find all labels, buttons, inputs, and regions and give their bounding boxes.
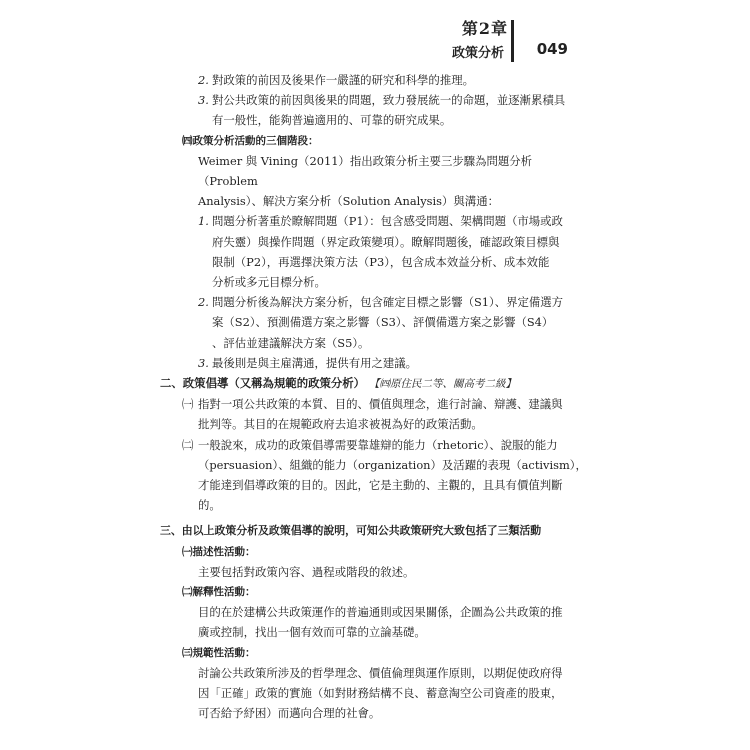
section-heading: 三、由以上政策分析及政策倡導的說明，可知公共政策研究大致包括了三類活動 [160, 524, 542, 538]
paragraph-text: 分析或多元目標分析。 [212, 275, 326, 290]
paragraph-text: 主要包括對政策內容、過程或階段的敘述。 [198, 564, 415, 579]
paragraph-text: 對政策的前因及後果作一嚴謹的研究和科學的推理。 [212, 73, 474, 87]
paragraph-text: 對公共政策的前因與後果的問題，致力發展統一的命題，並逐漸累積具 [212, 93, 566, 108]
paragraph-text: （persuasion）、組織的能力（organization）及活躍的表現（activism）， [198, 457, 587, 472]
subsection-heading: ㈡解釋性活動： [182, 586, 256, 599]
paragraph-text: 最後則是與主雇溝通，提供有用之建議。 [212, 355, 418, 370]
header-divider [511, 20, 514, 62]
subsection-heading: ㈢規範性活動： [182, 646, 256, 659]
item-number: ㈡ [182, 437, 194, 452]
list-item [168, 70, 588, 90]
paragraph-text: 討論公共政策所涉及的哲學理念、價值倫理與運作原則，以期促使政府得 [198, 665, 563, 680]
list-item [168, 90, 588, 110]
list-item [168, 394, 588, 414]
paragraph-text: 因「正確」政策的實施（如對財務結構不良、蓄意淘空公司資產的股東， [198, 686, 563, 701]
item-number: ㈠ [182, 397, 194, 412]
list-item [168, 435, 588, 455]
paragraph-text: 問題分析著重於瞭解問題（P1）：包含感受問題、架構問題（市場或政 [212, 214, 563, 229]
item-number: 1. [198, 214, 209, 229]
paragraph-text: Weimer 與 Vining（2011）指出政策分析主要三步驟為問題分析（Problem [198, 153, 533, 189]
paragraph-text: 一般說來，成功的政策倡導需要靠雄辯的能力（rhetoric）、說服的能力 [198, 437, 558, 452]
section-title: 二、政策倡導（又稱為規範的政策分析） [160, 376, 366, 391]
paragraph-text: 問題分析後為解決方案分析，包含確定目標之影響（S1）、界定備選方 [212, 295, 564, 310]
item-number: 3. [198, 355, 209, 370]
page-body [160, 70, 588, 724]
paragraph-text: 可否給予紓困）而邁向合理的社會。 [198, 706, 381, 721]
paragraph-text: 批判等。其目的在規範政府去追求被視為好的政策活動。 [198, 417, 483, 432]
paragraph-text: Analysis）、解決方案分析（Solution Analysis）與溝通： [198, 194, 499, 209]
paragraph-text: 案（S2）、預測備選方案之影響（S3）、評價備選方案之影響（S4） [212, 315, 554, 330]
page-number: 049 [536, 40, 568, 58]
paragraph-text: 有一般性，能夠普遍適用的、可靠的研究成果。 [212, 113, 452, 128]
subsection-heading: ㈣政策分析活動的三個階段： [182, 134, 319, 147]
paragraph-text: 府失靈）與操作問題（界定政策變項）。瞭解問題後，確認政策目標與 [212, 234, 560, 249]
list-item [168, 211, 588, 231]
item-number: 2. [198, 73, 209, 87]
page-header [268, 14, 568, 64]
subsection-heading: ㈠描述性活動： [182, 545, 256, 558]
list-item [168, 292, 588, 312]
list-item [168, 353, 588, 373]
paragraph-text: 才能達到倡導政策的目的。因此，它是主動的、主觀的，且具有價值判斷 [198, 478, 563, 493]
paragraph-text: 目的在於建構公共政策運作的普遍通則或因果關係，企圖為公共政策的推 [198, 605, 563, 620]
item-number: 3. [198, 93, 209, 108]
paragraph-text: 、評估並建議解決方案（S5）。 [212, 335, 370, 350]
paragraph-text: 限制（P2），再選擇決策方法（P3），包含成本效益分析、成本效能 [212, 254, 550, 269]
section-heading [160, 373, 588, 394]
item-number: 2. [198, 295, 209, 310]
paragraph-text: 廣或控制，找出一個有效而可靠的立論基礎。 [198, 625, 426, 640]
exam-tag: 【㈣原住民二等、關高考二級】 [369, 378, 517, 391]
paragraph-text: 指對一項公共政策的本質、目的、價值與理念，進行討論、辯護、建議與 [198, 397, 563, 412]
section-title: 政策分析 [451, 46, 504, 61]
paragraph-text: 的。 [198, 498, 221, 513]
chapter-badge: 第2章 [461, 19, 508, 38]
